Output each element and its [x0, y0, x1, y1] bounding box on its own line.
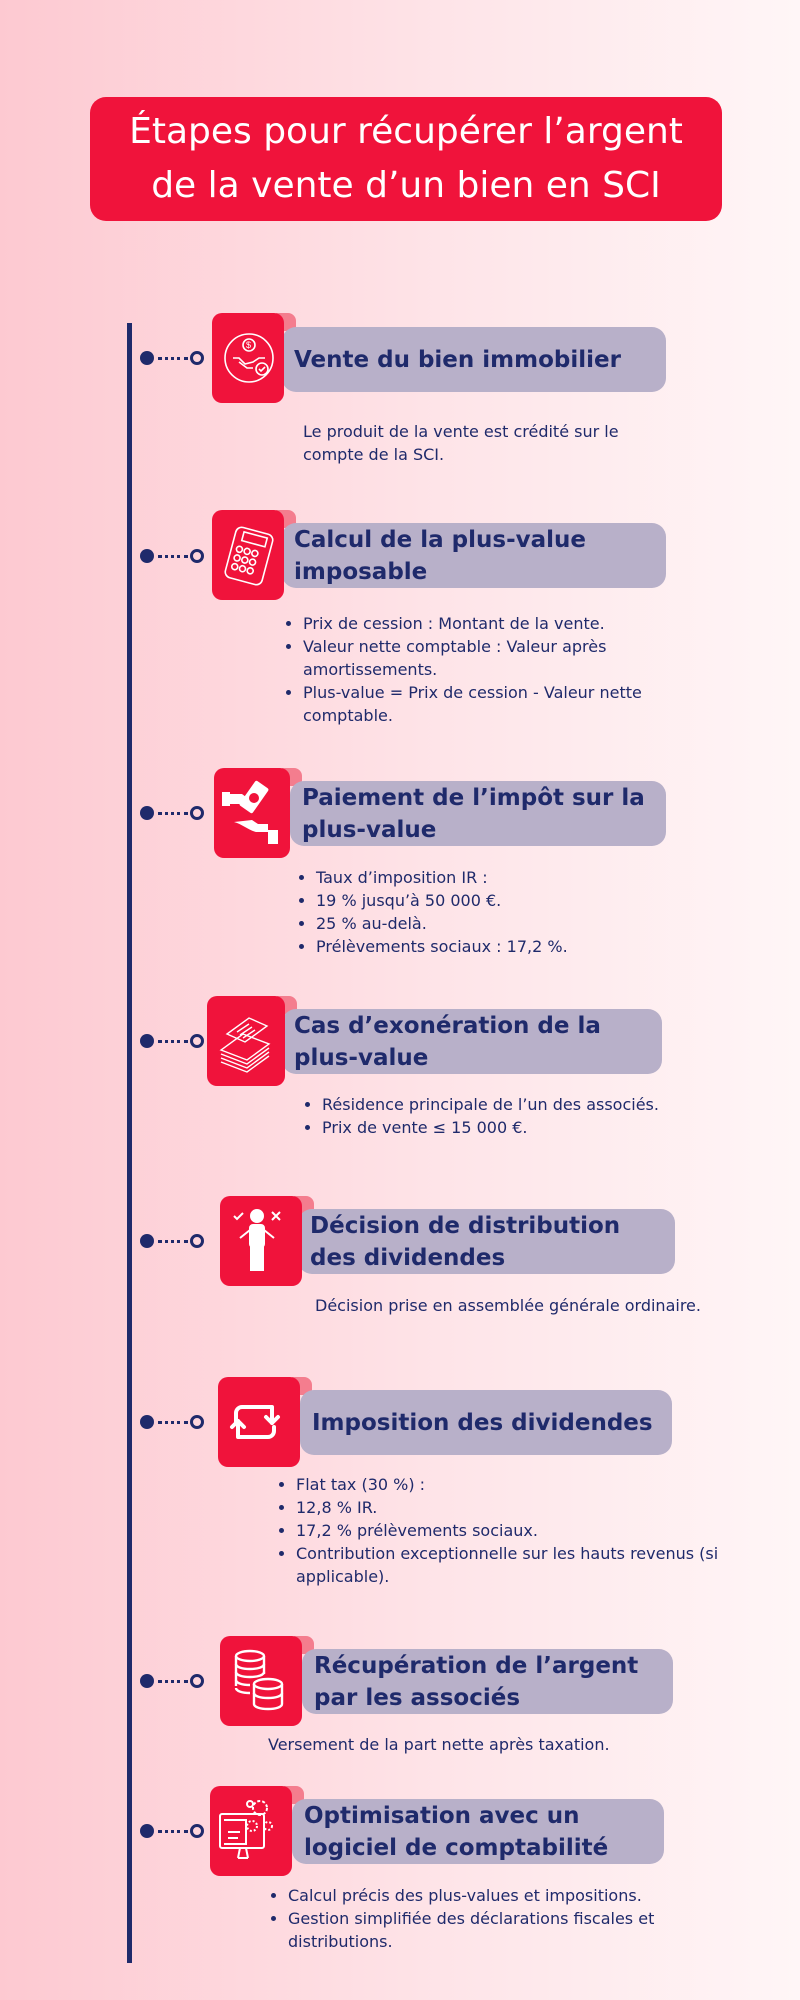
handshake-dollar-icon: [212, 313, 284, 403]
step-title: Décision de distribution des dividendes: [298, 1209, 675, 1274]
bullet-item: • 25 % au-delà.: [316, 912, 676, 935]
bullet-item: • Valeur nette comptable : Valeur après amortissements.: [303, 635, 663, 681]
hand-money-icon: [214, 768, 290, 858]
bullet-item: • Flat tax (30 %) :: [296, 1473, 776, 1496]
svg-text:$: $: [246, 340, 252, 350]
bullet-item: • Prélèvements sociaux : 17,2 %.: [316, 935, 676, 958]
bullet-item: • Prix de cession : Montant de la vente.: [303, 612, 663, 635]
step-connector: [140, 549, 212, 563]
step-title: Vente du bien immobilier: [282, 327, 666, 392]
step-connector: [140, 1824, 212, 1838]
step-description: Décision prise en assemblée générale ordinaire.: [315, 1296, 701, 1315]
step-connector: [140, 1674, 212, 1688]
step-title: Récupération de l’argent par les associés: [302, 1649, 673, 1714]
bullet-item: • Contribution exceptionnelle sur les hauts revenus (si applicable).: [296, 1542, 776, 1588]
bullet-item: • Gestion simplifiée des déclarations fiscales et distributions.: [288, 1907, 728, 1953]
step-connector: [140, 806, 212, 820]
step-bullets: [276, 1473, 776, 1588]
person-decision-icon: [220, 1196, 302, 1286]
bullet-item: • 19 % jusqu’à 50 000 €.: [316, 889, 676, 912]
page-title: [90, 97, 722, 221]
step-title: Optimisation avec un logiciel de comptabilité: [292, 1799, 664, 1864]
step-title: Cas d’exonération de la plus-value: [282, 1009, 662, 1074]
step-bullets: [283, 612, 663, 727]
step-connector: [140, 1234, 212, 1248]
step-connector: [140, 1034, 212, 1048]
computer-gears-icon: [210, 1786, 292, 1876]
step-bullets: [296, 866, 676, 958]
bullet-item: • 12,8 % IR.: [296, 1496, 776, 1519]
bullet-item: • Calcul précis des plus-values et impositions.: [288, 1884, 728, 1907]
step-title: Calcul de la plus-value imposable: [282, 523, 666, 588]
step-connector: [140, 1415, 212, 1429]
calculator-icon: [212, 510, 284, 600]
coin-stacks-icon: [220, 1636, 302, 1726]
bullet-item: • Plus-value = Prix de cession - Valeur nette comptable.: [303, 681, 663, 727]
step-title: Imposition des dividendes: [300, 1390, 672, 1455]
title-line-2: de la vente d’un bien en SCI: [151, 165, 661, 206]
step-title: Paiement de l’impôt sur la plus-value: [290, 781, 666, 846]
bullet-item: • Prix de vente ≤ 15 000 €.: [322, 1116, 702, 1139]
timeline-line: [127, 323, 132, 1963]
step-bullets: [268, 1884, 728, 1953]
title-line-1: Étapes pour récupérer l’argent: [129, 111, 683, 152]
bullet-item: • Taux d’imposition IR :: [316, 866, 676, 889]
step-description: Le produit de la vente est crédité sur le compte de la SCI.: [303, 422, 619, 464]
bullet-item: • Résidence principale de l’un des associés.: [322, 1093, 702, 1116]
repeat-arrows-icon: [218, 1377, 300, 1467]
step-connector: [140, 351, 212, 365]
bullet-item: • 17,2 % prélèvements sociaux.: [296, 1519, 776, 1542]
document-stack-icon: [207, 996, 285, 1086]
step-bullets: [302, 1093, 702, 1139]
step-description: Versement de la part nette après taxation.: [268, 1735, 610, 1754]
